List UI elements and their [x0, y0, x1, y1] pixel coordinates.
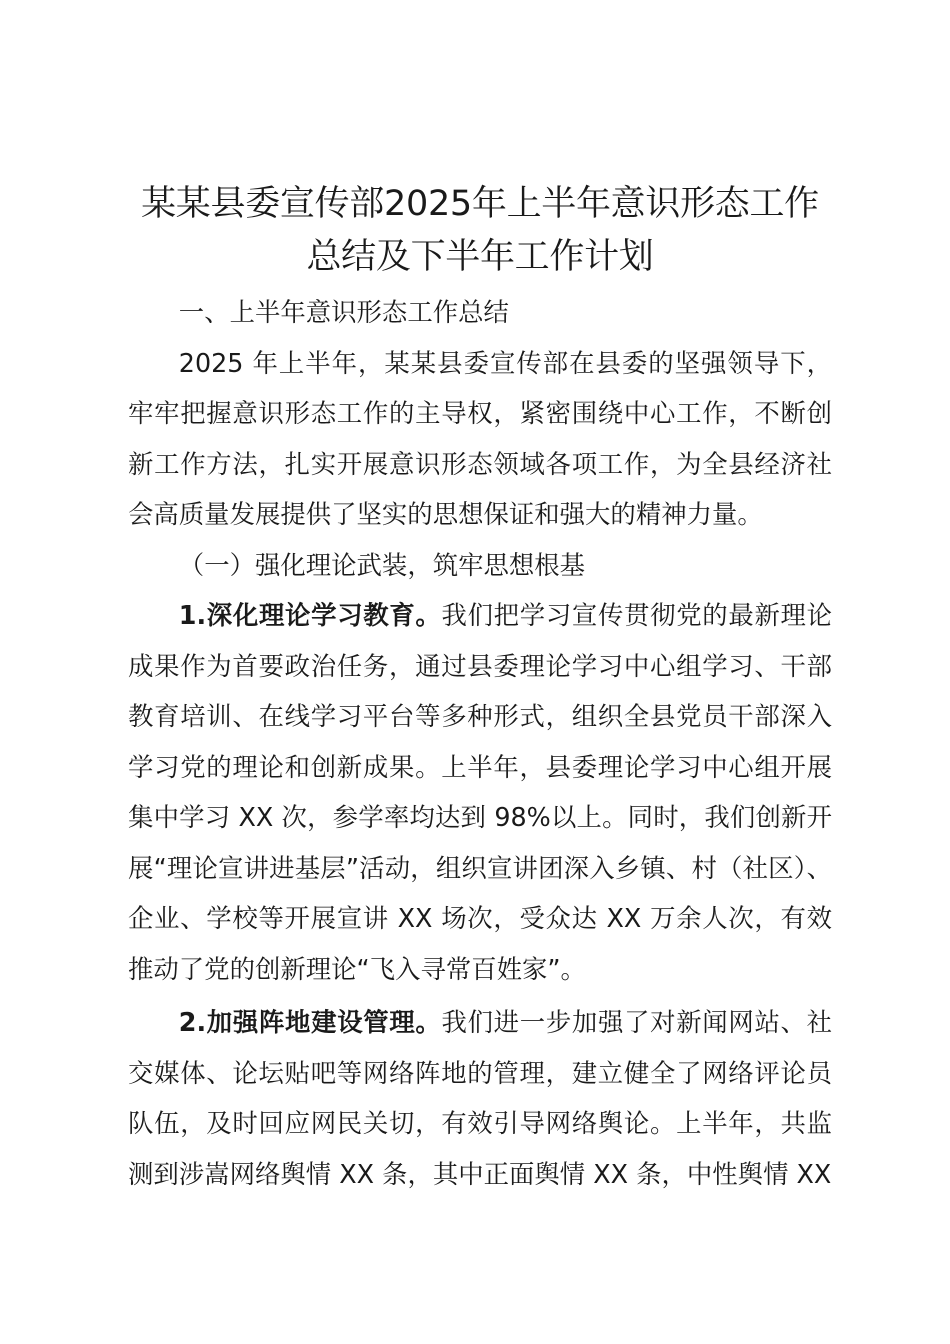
title-line-1: 某某县委宣传部2025年上半年意识形态工作	[141, 184, 819, 224]
item-2-body: 我们进一步加强了对新闻网站、社交媒体、论坛贴吧等网络阵地的管理，建立健全了网络评论员队伍，及时回应网民关切，有效引导网络舆论。上半年，共监测到涉嵩网络舆情 XX 条，其中正面舆情 XX 条，中性舆情 XX	[128, 1007, 833, 1189]
item-paragraph-2	[128, 997, 832, 1199]
section-heading: 一、上半年意识形态工作总结	[178, 297, 509, 327]
item-2-lead: 2.加强阵地建设管理。	[178, 1007, 442, 1037]
item-1-lead: 1.深化理论学习教育。	[178, 600, 442, 630]
item-1-body: 我们把学习宣传贯彻党的最新理论成果作为首要政治任务，通过县委理论学习中心组学习、干部教育培训、在线学习平台等多种形式，组织全县党员干部深入学习党的理论和创新成果。上半年，县委理论学习中心组开展集中学习 XX 次，参学率均达到 98%以上。同时，我们创新开展“理论宣讲进基层”活动，组织宣讲团深入乡镇、村（社区）、企业、学校等开展宣讲 XX 场次，受众达 XX 万余人次，有效推动了党的创新理论“飞入寻常百姓家”。	[128, 600, 833, 984]
intro-paragraph: 2025 年上半年，某某县委宣传部在县委的坚强领导下，牢牢把握意识形态工作的主导权，紧密围绕中心工作，不断创新工作方法，扎实开展意识形态领域各项工作，为全县经济社会高质量发展提供了坚实的思想保证和强大的精神力量。	[128, 347, 832, 529]
item-paragraph-1	[128, 590, 832, 994]
document-title	[128, 178, 832, 284]
subsection-heading: （一）强化理论武装，筑牢思想根基	[178, 549, 586, 580]
document-page	[128, 178, 832, 1199]
title-line-2: 总结及下半年工作计划	[306, 237, 654, 277]
